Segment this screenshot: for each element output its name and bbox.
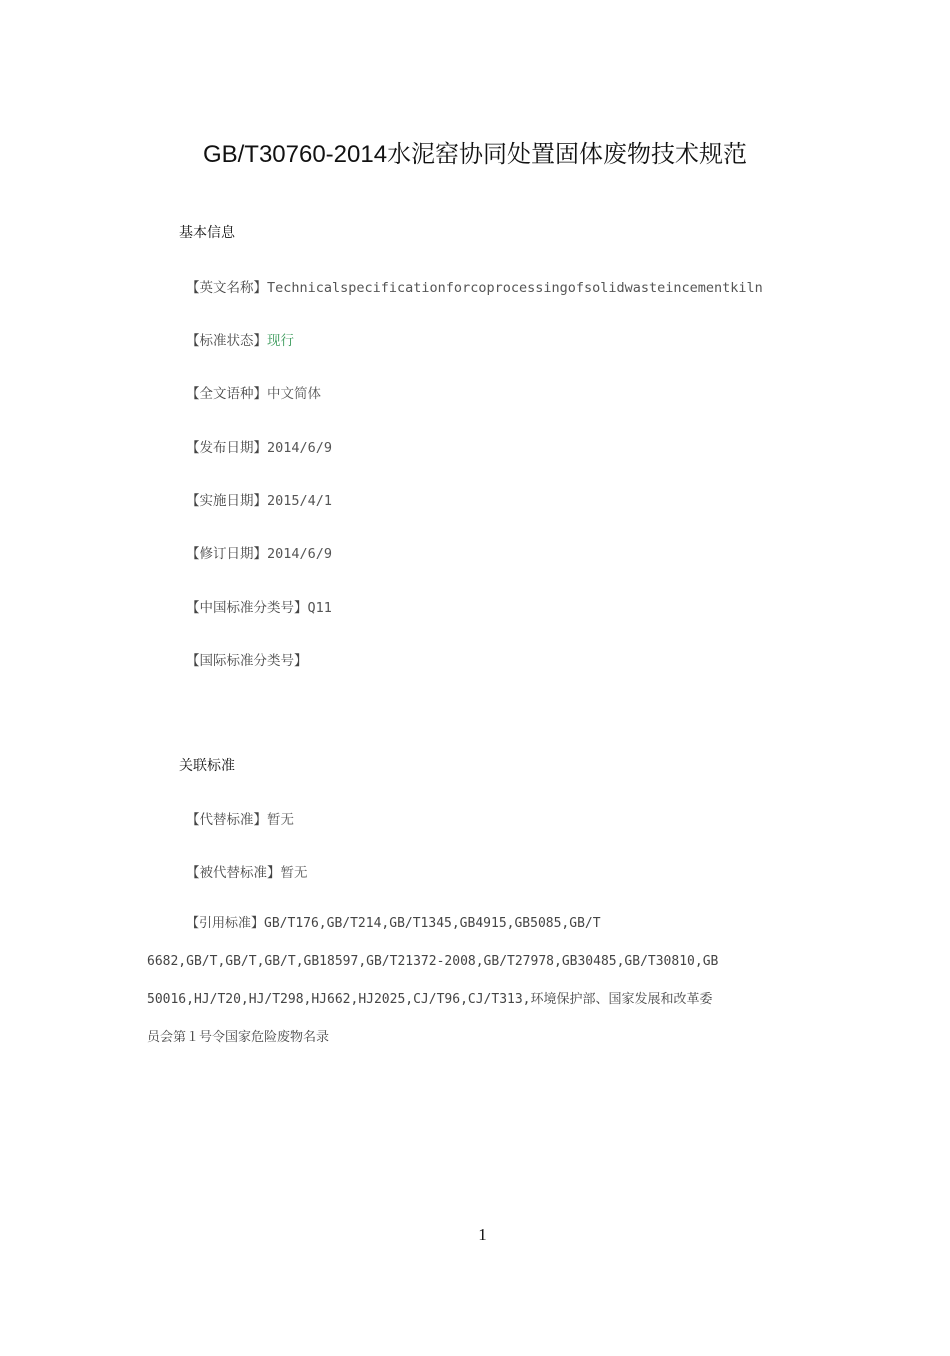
field-revision-date xyxy=(186,542,332,562)
field-english-name xyxy=(186,276,763,296)
field-language xyxy=(186,382,321,402)
field-replaced-by xyxy=(186,861,308,881)
reference-text: 员会第１号令国家危险废物名录 xyxy=(147,1030,330,1045)
field-china-classification xyxy=(186,596,332,616)
reference-text: GB/T176,GB/T214,GB/T1345,GB4915,GB5085,GB/T xyxy=(264,916,601,931)
reference-line xyxy=(147,988,787,1026)
field-value: 中文简体 xyxy=(267,386,321,402)
field-publish-date xyxy=(186,436,332,456)
field-value: Technicalspecificationforcoprocessingofsolidwasteincementkiln xyxy=(267,280,763,296)
field-label: 【实施日期】 xyxy=(186,493,267,509)
field-label: 【中国标准分类号】 xyxy=(186,600,308,616)
field-value: 2015/4/1 xyxy=(267,493,333,509)
field-label: 【发布日期】 xyxy=(186,440,267,456)
field-value: 暂无 xyxy=(280,865,308,881)
field-international-classification xyxy=(186,649,308,669)
field-effective-date xyxy=(186,489,332,509)
referenced-standards xyxy=(147,912,787,1064)
page-title: GB/T30760-2014水泥窑协同处置固体废物技术规范 xyxy=(202,141,748,168)
field-label: 【代替标准】 xyxy=(186,812,267,828)
reference-text: 6682,GB/T,GB/T,GB/T,GB18597,GB/T21372-2008,GB/T27978,GB30485,GB/T30810,GB xyxy=(147,954,719,969)
status-value: 现行 xyxy=(267,333,294,349)
reference-line xyxy=(147,1026,787,1064)
field-label: 【标准状态】 xyxy=(186,333,267,349)
field-value: 暂无 xyxy=(267,812,294,828)
reference-line xyxy=(147,912,787,950)
section-heading-basic-info: 基本信息 xyxy=(179,225,235,241)
reference-line xyxy=(147,950,787,988)
section-heading-related: 关联标准 xyxy=(179,758,235,774)
field-label: 【英文名称】 xyxy=(186,280,267,296)
field-label: 【国际标准分类号】 xyxy=(186,653,308,669)
reference-text: 50016,HJ/T20,HJ/T298,HJ662,HJ2025,CJ/T96,CJ/T313,环境保护部、国家发展和改革委 xyxy=(147,992,713,1007)
field-label: 【修订日期】 xyxy=(186,546,267,562)
field-standard-status xyxy=(186,329,294,349)
field-label: 【被代替标准】 xyxy=(186,865,281,881)
field-value: Q11 xyxy=(307,600,332,616)
field-label: 【引用标准】 xyxy=(186,916,265,931)
field-value: 2014/6/9 xyxy=(267,546,333,562)
field-value: 2014/6/9 xyxy=(267,440,333,456)
field-replaces xyxy=(186,808,294,828)
field-label: 【全文语种】 xyxy=(186,386,267,402)
page-number: 1 xyxy=(478,1225,487,1244)
